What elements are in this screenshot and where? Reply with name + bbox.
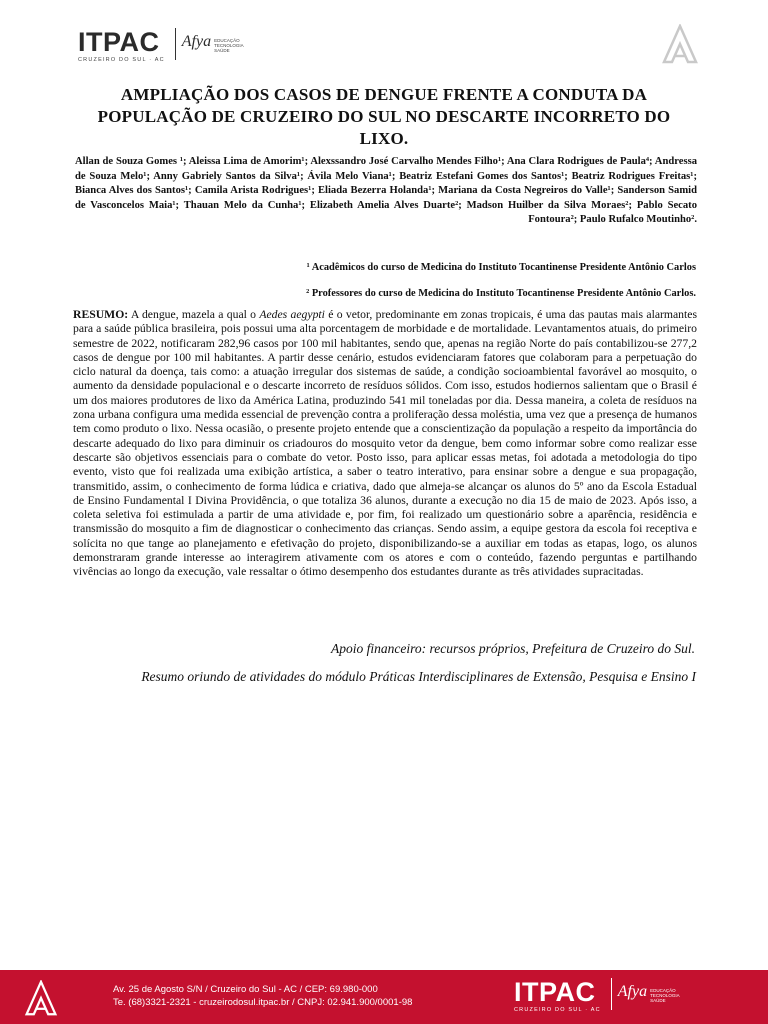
page-header — [0, 0, 768, 80]
footer-address-line-2: Te. (68)3321-2321 - cruzeirodosul.itpac.br / CNPJ: 02.941.900/0001-98 — [113, 997, 413, 1008]
affiliation-1: ¹ Acadêmicos do curso de Medicina do Instituto Tocantinense Presidente Antônio Carlos — [306, 262, 696, 273]
affiliation-2: ² Professores do curso de Medicina do Instituto Tocantinense Presidente Antônio Carlos. — [306, 288, 696, 299]
author-list: Allan de Souza Gomes ¹; Aleissa Lima de Amorim¹; Alexssandro José Carvalho Mendes Filho¹; Ana Clara Rodrigues de Paula⁴; Andressa de Souza Melo¹; Anny Gabriely Santos da Silva¹; Ávila Melo Viana¹; Beatriz Estefani Gomes dos Santos¹; Beatriz Rodrigues Freitas¹; Bianca Alves dos Santos¹; Camila Arista Rodrigues¹; Eliada Bezerra Holanda¹; Mariana da Costa Negreiros do Valle¹; Sanderson Samid de Vasconcelos Maia¹; Thauan Melo da Cunha¹; Elizabeth Amelia Alves Duarte²; Madson Huilber da Silva Moraes²; Pablo Secato Fontoura²; Paulo Rufalco Moutinho². — [75, 156, 697, 226]
footer-afya-wordmark: Afya — [617, 983, 648, 1000]
footer-afya-subtitle: EDUCAÇÃO TECNOLOGIA SAÚDE — [650, 988, 680, 1003]
abstract-body: é o vetor, predominante em zonas tropicais, é uma das pautas mais alarmantes para a saúde pública brasileira, pois possui uma alta porcentagem de morbidade e de mortalidade. Levantamentos atuais, do primeiro semestre de 2022, notificaram 282,96 casos por 100 mil habitantes, sendo que, apenas na região Norte do país contabilizou-se 277,2 casos de dengue por 100 mil habitantes. A partir desse cenário, estudos evidenciaram fatores que colaboram para a perpetuação do ciclo natural da doença, tais como: a atuação irregular dos sistemas de saúde, a condição socioambiental favorável ao mosquito, o aumento da densidade populacional e o descarte incorreto de resíduos sólidos. Com isso, estudos hodiernos salientam que o Brasil é um dos maiores produtores de lixo da América Latina, produzindo 541 mil toneladas por dia. Dessa maneira, a coleta de resíduos na zona urbana configura uma medida essencial de prevenção contra a proliferação dessa moléstia, uma vez que a presença de humanos tem como produto o lixo. Nessa ocasião, o presente projeto entende que a conscientização da população a respeito da importância do descarte adequado do lixo para diminuir os criadouros do mosquito vetor da dengue, bem como informar sobre como realizar esse descarte são objetivos essenciais para o combate do vetor. Posto isso, para aplicar essas metas, foi adotada a metodologia do tipo evento, visto que foi realizada uma exibição artística, a saber o teatro interativo, para ensinar sobre a dengue e sua propagação, transmitido, assim, o conhecimento de forma lúdica e criativa, dado que almeja-se alcançar os alunos do 5º ano da Escola Estadual de Ensino Fundamental I Divina Providência, o que totaliza 36 alunos, durante a execução no dia 15 de maio de 2023. Após isso, a coleta seletiva foi estimulada a partir de uma atividade e, por fim, foi realizado um questionário sobre a aparência, residência e transmissão do mosquito a fim de diagnosticar o conhecimento das crianças. Sendo assim, a equipe gestora da escola foi receptiva e solícita no que tange ao planejamento e efetivação do projeto, disponibilizando-se a auxiliar em todas as etapas, logo, os alunos demonstraram grande interesse ao interagirem ativamente com os atores e com o conteúdo, fazendo perguntas e partilhando vivências ao longo da execução, vale ressaltar o ótimo desempenho dos estudantes durante as três atividades supracitadas. — [73, 308, 698, 579]
origin-note: Resumo oriundo de atividades do módulo Práticas Interdisciplinares de Extensão, Pesquisa e Ensino I — [141, 669, 696, 684]
afya-wordmark: Afya — [181, 33, 212, 50]
page-footer — [0, 970, 768, 1024]
abstract — [73, 308, 697, 580]
footer-logo — [514, 978, 684, 1013]
footer-logo-divider — [611, 978, 612, 1010]
itpac-logo — [78, 28, 165, 63]
itpac-subtitle: CRUZEIRO DO SUL · AC — [78, 57, 165, 63]
species-name: Aedes aegypti — [259, 308, 325, 321]
footer-itpac-logo — [514, 978, 601, 1013]
afya-subtitle: EDUCAÇÃO TECNOLOGIA SAÚDE — [214, 38, 244, 53]
abstract-intro: A dengue, mazela a qual o — [128, 308, 260, 321]
logo-divider — [175, 28, 176, 60]
itpac-wordmark: ITPAC — [78, 27, 160, 57]
afya-triangle-icon — [662, 24, 698, 64]
afya-triangle-icon — [24, 980, 58, 1016]
footer-itpac-subtitle: CRUZEIRO DO SUL · AC — [514, 1007, 601, 1013]
abstract-label: RESUMO: — [73, 308, 129, 321]
footer-address-line-1: Av. 25 de Agosto S/N / Cruzeiro do Sul - AC / CEP: 69.980-000 — [113, 984, 378, 995]
footer-itpac-wordmark: ITPAC — [514, 977, 596, 1007]
itpac-afya-logo — [78, 28, 248, 63]
funding-note: Apoio financeiro: recursos próprios, Prefeitura de Cruzeiro do Sul. — [331, 641, 695, 656]
paper-title: AMPLIAÇÃO DOS CASOS DE DENGUE FRENTE A CONDUTA DA POPULAÇÃO DE CRUZEIRO DO SUL NO DESCARTE INCORRETO DO LIXO. — [97, 85, 671, 148]
footer-address — [113, 983, 412, 1009]
